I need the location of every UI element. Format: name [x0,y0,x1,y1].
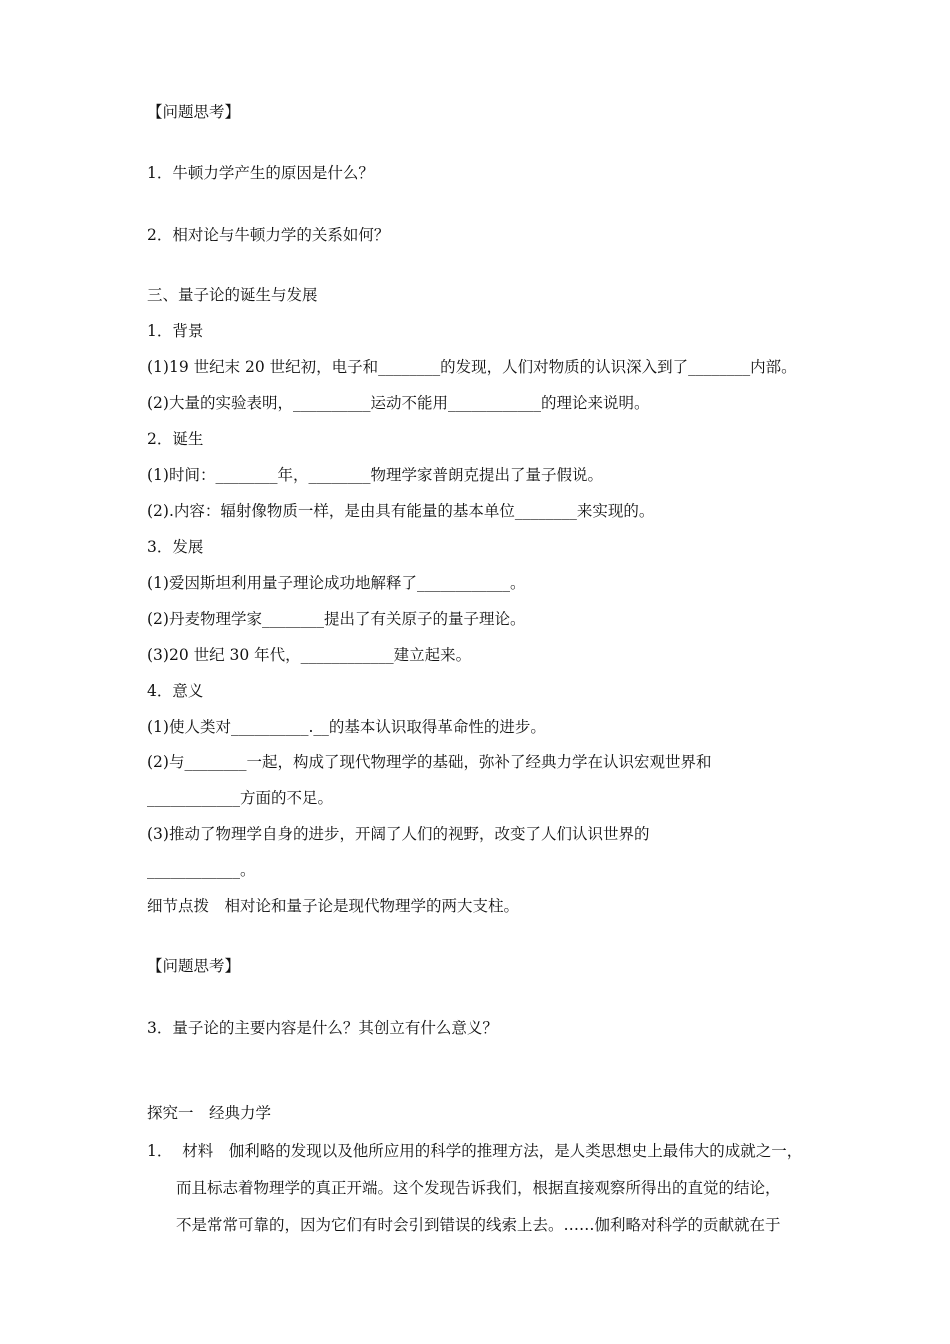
subsection-heading: 1．背景 [147,322,204,340]
text-line: (3)20 世纪 30 年代，____________建立起来。 [147,646,472,664]
question-line: 1．牛顿力学产生的原因是什么？ [147,164,374,182]
subsection-heading: 2．诞生 [147,430,204,448]
text-line: (3)推动了物理学自身的进步，开阔了人们的视野，改变了人们认识世界的 [147,825,650,843]
material-line: 不是常常可靠的，因为它们有时会引到错误的线索上去。……伽利略对科学的贡献就在于 [176,1216,781,1234]
question-heading: 【问题思考】 [147,103,241,121]
material-line: 1． 材料 伽利略的发现以及他所应用的科学的推理方法，是人类思想史上最伟大的成就之一， [147,1142,803,1160]
text-line: ____________。 [147,861,256,879]
section-heading: 探究一 经典力学 [147,1104,272,1122]
text-line: ____________方面的不足。 [147,789,334,807]
section-heading: 三、量子论的诞生与发展 [147,286,318,304]
question-line: 2．相对论与牛顿力学的关系如何？ [147,226,390,244]
text-line: (1)爱因斯坦利用量子理论成功地解释了____________。 [147,574,526,592]
text-line: (2).内容：辐射像物质一样，是由具有能量的基本单位________来实现的。 [147,502,655,520]
text-line: (1)时间：________年，________物理学家普朗克提出了量子假说。 [147,466,603,484]
text-line: (1)使人类对__________.__的基本认识取得革命性的进步。 [147,718,546,736]
subsection-heading: 3．发展 [147,538,204,556]
question-line: 3．量子论的主要内容是什么？其创立有什么意义？ [147,1019,498,1037]
material-line: 而且标志着物理学的真正开端。这个发现告诉我们，根据直接观察所得出的直觉的结论， [176,1179,781,1197]
text-line: (1)19 世纪末 20 世纪初，电子和________的发现，人们对物质的认识深入到了________内部。 [147,358,797,376]
text-line: (2)与________一起，构成了现代物理学的基础，弥补了经典力学在认识宏观世界和 [147,753,712,771]
question-heading: 【问题思考】 [147,957,241,975]
subsection-heading: 4．意义 [147,682,204,700]
text-line: (2)丹麦物理学家________提出了有关原子的量子理论。 [147,610,526,628]
text-line: (2)大量的实验表明，__________运动不能用____________的理论来说明。 [147,394,650,412]
note-line: 细节点拨 相对论和量子论是现代物理学的两大支柱。 [147,897,520,915]
